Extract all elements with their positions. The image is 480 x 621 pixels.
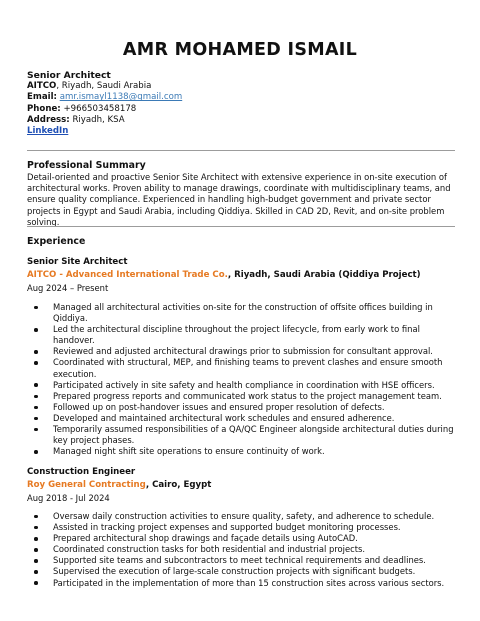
summary-text: Detail-oriented and proactive Senior Site Architect with extensive experience in on-site execution of architectural works. Proven ability to manage drawings, coordinate with multidisciplinary teams, and ensure quality compliance. Experienced in handling high-budget government and private sector projects in Egypt and Saudi Arabia, including Qiddiya. Skilled in CAD 2D, Revit, and on-site problem solving. (27, 172, 451, 227)
divider (27, 226, 455, 227)
list-item: Developed and maintained architectural work schedules and ensured adherence. (27, 413, 455, 424)
phone-value: +966503458178 (63, 103, 137, 114)
list-item: Coordinated construction tasks for both residential and industrial projects. (27, 544, 455, 555)
address-line (27, 115, 182, 126)
experience-title: Experience (27, 236, 86, 247)
list-item: Led the architectural discipline throughout the project lifecycle, from early work to final handover. (27, 324, 455, 346)
list-item: Supervised the execution of large-scale construction projects with significant budgets. (27, 566, 455, 577)
divider (27, 150, 455, 151)
contact-block (27, 70, 182, 137)
list-item: Reviewed and adjusted architectural drawings prior to submission for consultant approval. (27, 346, 455, 357)
list-item: Prepared architectural shop drawings and façade details using AutoCAD. (27, 533, 455, 544)
list-item: Participated in the implementation of more than 15 construction sites across various sectors. (27, 578, 455, 589)
linkedin-link[interactable]: LinkedIn (27, 126, 69, 137)
job-dates: Aug 2024 – Present (27, 283, 109, 293)
list-item: Managed all architectural activities on-site for the construction of offsite offices building in Qiddiya. (27, 302, 455, 324)
email-link[interactable]: amr.ismayl1138@gmail.com (59, 92, 183, 103)
list-item: Participated actively in site safety and health compliance in coordination with HSE officers. (27, 380, 455, 391)
list-item: Followed up on post-handover issues and ensured proper resolution of defects. (27, 402, 455, 413)
email-line (27, 92, 182, 103)
job-title: Construction Engineer (27, 467, 136, 477)
address-label: Address: (27, 114, 70, 125)
address-value: Riyadh, KSA (72, 114, 125, 125)
list-item: Prepared progress reports and communicated work status to the project management team. (27, 391, 455, 402)
current-role: Senior Architect (27, 70, 111, 81)
phone-line (27, 104, 182, 115)
list-item: Temporarily assumed responsibilities of a QA/QC Engineer alongside architectural duties during key project phases. (27, 424, 455, 446)
job-title: Senior Site Architect (27, 257, 128, 267)
list-item: Assisted in tracking project expenses and supported budget monitoring processes. (27, 522, 455, 533)
email-label: Email: (27, 92, 57, 103)
job-org: AITCO - Advanced International Trade Co. (27, 270, 228, 280)
job-company (27, 480, 211, 490)
job-location: , Riyadh, Saudi Arabia (Qiddiya Project) (227, 270, 421, 280)
current-company (27, 81, 182, 92)
list-item: Oversaw daily construction activities to ensure quality, safety, and adherence to schedule. (27, 511, 455, 522)
list-item: Supported site teams and subcontractors to meet technical requirements and deadlines. (27, 555, 455, 566)
company-location: , Riyadh, Saudi Arabia (56, 81, 152, 92)
company-name: AITCO (27, 81, 57, 92)
candidate-name: AMR MOHAMED ISMAIL (122, 40, 358, 60)
list-item: Coordinated with structural, MEP, and finishing teams to prevent clashes and ensure smooth execution. (27, 357, 455, 379)
phone-label: Phone: (27, 103, 61, 114)
job-location: , Cairo, Egypt (145, 480, 212, 490)
job-bullets (27, 511, 455, 589)
job-org: Roy General Contracting (27, 480, 146, 490)
job-dates: Aug 2018 - Jul 2024 (27, 493, 110, 503)
job-company (27, 270, 421, 280)
job-bullets (27, 302, 455, 457)
list-item: Managed night shift site operations to ensure continuity of work. (27, 446, 455, 457)
summary-title: Professional Summary (27, 160, 146, 171)
